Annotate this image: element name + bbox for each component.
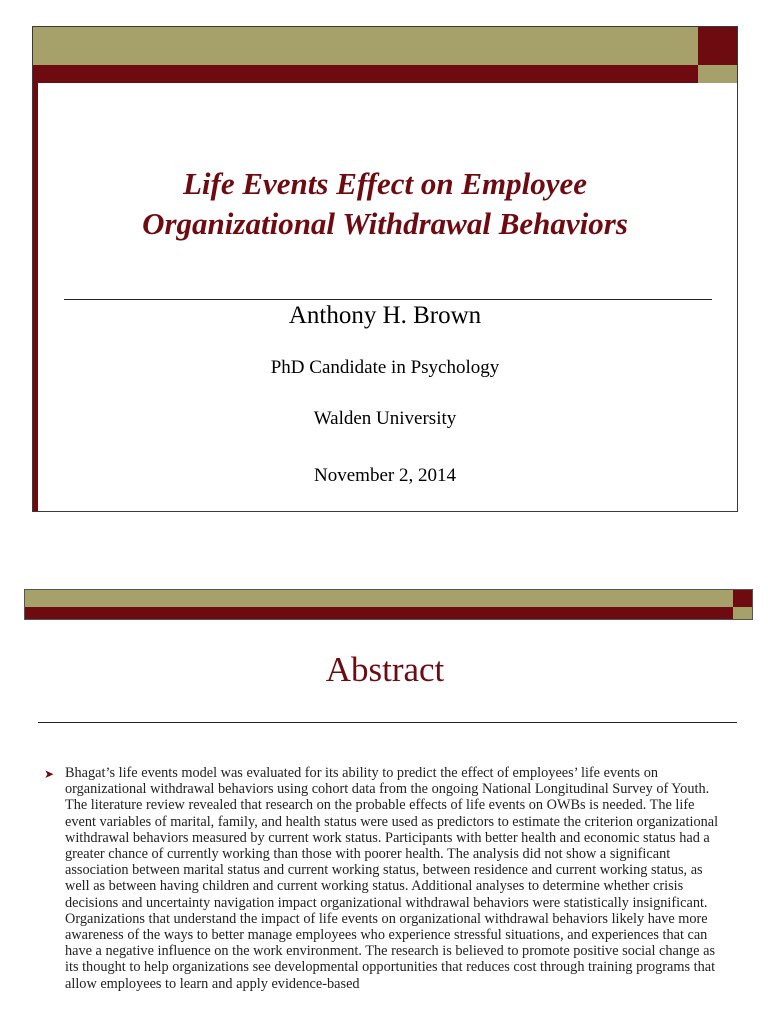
- author-name: Anthony H. Brown: [288, 302, 482, 329]
- author-position: PhD Candidate in Psychology: [270, 357, 500, 378]
- title-slide-header-maroon-bar: [33, 65, 698, 83]
- institution-name: Walden University: [313, 408, 457, 429]
- abstract-heading: Abstract: [325, 650, 445, 689]
- abstract-divider: [38, 722, 737, 723]
- arrow-bullet-icon: ➤: [44, 767, 55, 781]
- slide-title: [60, 164, 710, 244]
- presentation-date: November 2, 2014: [314, 465, 456, 486]
- abstract-body-text: Bhagat’s life events model was evaluated for its ability to predict the effect of employees’ life events on organizational withdrawal behaviors using cohort data from the ongoing National Longitudinal Survey of Youth. The literature review revealed that research on the probable effects of life events on OWBs is needed. The life event variables of marital, family, and health status were used as predictors to estimate the criterion organizational withdrawal behaviors measured by current work status. Participants with better health and economic status had a greater chance of currently working than those with poorer health. The analysis did not show a significant association between marital status and current working status, between residence and current working status, as well as between having children and current working status. Additional analyses to determine whether crisis decisions and uncertainty navigation impact organizational withdrawal behaviors were statistically insignificant. Organizations that understand the impact of life events on organizational withdrawal behaviors likely have more awareness of the ways to better manage employees who experience stressful situations, and experiences that can have a negative influence on the work environment. The research is believed to promote positive social change as its thought to help organizations see developmental opportunities that reduces cost through training programs that allow employees to learn and apply evidence-based: [65, 765, 719, 992]
- title-slide-frame: [32, 26, 738, 512]
- slide-title-line-1: Life Events Effect on Employee: [182, 166, 588, 201]
- title-slide-corner-maroon-square: [698, 27, 737, 65]
- title-slide-header-olive-bar: [33, 27, 698, 65]
- title-slide-left-accent-bar: [33, 83, 38, 511]
- slide-title-line-2: Organizational Withdrawal Behaviors: [142, 206, 628, 241]
- abstract-slide-header-border: [24, 589, 753, 620]
- title-slide-corner-olive-square: [698, 65, 737, 83]
